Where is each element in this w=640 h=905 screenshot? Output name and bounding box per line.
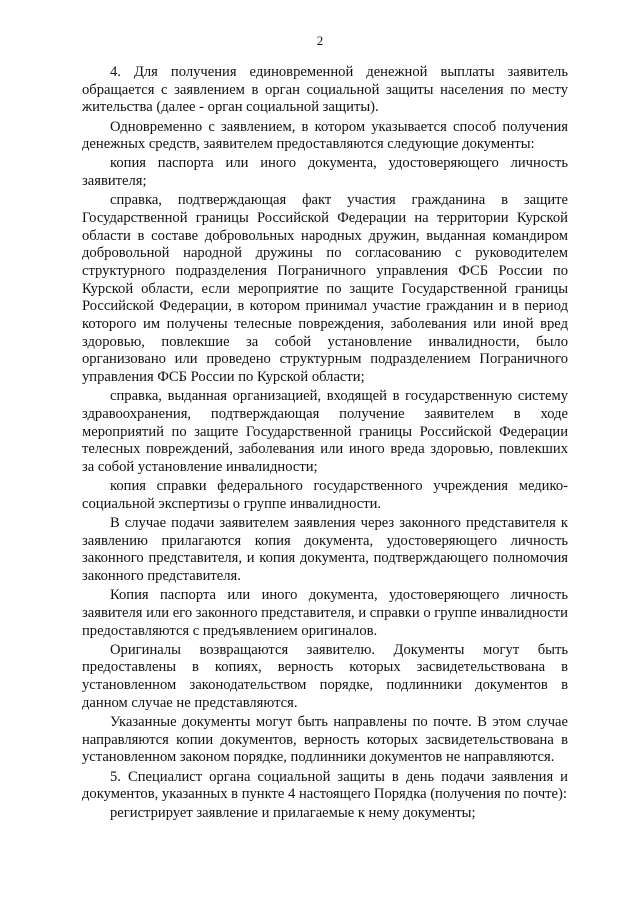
paragraph: справка, выданная организацией, входящей в государственную систему здравоохранения, подтверждающая получение заявителем в ходе мероприятий по защите Государственной границы Российской Федерации телесных повреждений, заболевания или иного вреда здоровью, повлекших за собой установление инвалидности; (82, 388, 568, 475)
paragraph: справка, подтверждающая факт участия гражданина в защите Государственной границы Российской Федерации на территории Курской области в составе добровольных народных дружин, выданная командиром добровольной народной дружины по согласованию с руководителем структурного подразделения Пограничного управления ФСБ России по Курской области, если мероприятие по защите Государственной границы Российской Федерации, в котором принимал участие гражданин и в период которого им получены телесные повреждения, заболевания или иной вред здоровью, повлекшие за собой установление инвалидности, было организовано или проведено структурным подразделением Пограничного управления ФСБ России по Курской области; (82, 192, 568, 385)
document-body (82, 64, 568, 825)
paragraph: Оригиналы возвращаются заявителю. Документы могут быть предоставлены в копиях, верность которых засвидетельствована в установленном законодательством порядке, подлинники документов в данном случае не представляются. (82, 641, 568, 711)
paragraph: Копия паспорта или иного документа, удостоверяющего личность заявителя или его законного представителя, и справки о группе инвалидности предоставляются с предъявлением оригиналов. (82, 587, 568, 639)
paragraph: копия справки федерального государственного учреждения медико-социальной экспертизы о группе инвалидности. (82, 478, 568, 512)
paragraph: 4. Для получения единовременной денежной выплаты заявитель обращается с заявлением в орган социальной защиты населения по месту жительства (далее - орган социальной защиты). (82, 64, 568, 116)
paragraph: Указанные документы могут быть направлены по почте. В этом случае направляются копии документов, верность которых засвидетельствована в установленном законом порядке, подлинники документов не направляются. (82, 713, 568, 766)
paragraph: Одновременно с заявлением, в котором указывается способ получения денежных средств, заявителем предоставляются следующие документы: (82, 118, 568, 153)
paragraph: В случае подачи заявителем заявления через законного представителя к заявлению прилагаются копия документа, удостоверяющего личность законного представителя, и копия документа, подтверждающего полномочия законного представителя. (82, 514, 568, 584)
paragraph: 5. Специалист органа социальной защиты в день подачи заявления и документов, указанных в пункте 4 настоящего Порядка (получения по почте): (82, 768, 568, 803)
paragraph: регистрирует заявление и прилагаемые к нему документы; (110, 805, 476, 822)
page-number: 2 (316, 33, 324, 48)
paragraph: копия паспорта или иного документа, удостоверяющего личность заявителя; (82, 155, 568, 190)
